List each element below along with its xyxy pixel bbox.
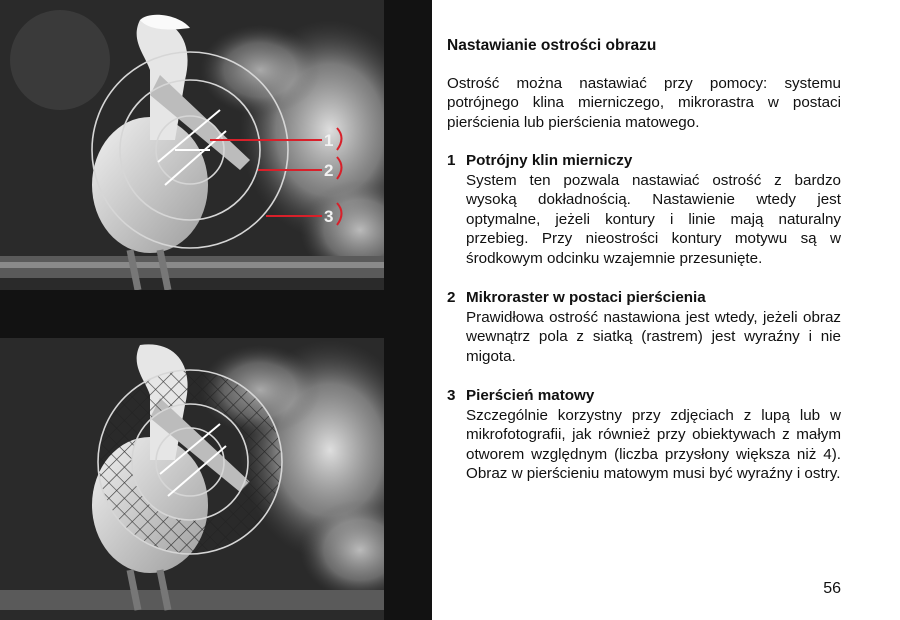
- section-microprism-ring: [447, 288, 841, 366]
- section-split-prism: [447, 151, 841, 268]
- section-title-text: Mikroraster w postaci pierścienia: [466, 289, 706, 306]
- section-number: 1: [447, 152, 456, 169]
- section-body: Prawidłowa ostrość nastawiona jest wtedy, jeżeli obraz wewnątrz pola z siatką (rastrem) jest wyraźny i nie migota.: [466, 308, 841, 365]
- section-matte-ring: [447, 386, 841, 484]
- intro-paragraph: Ostrość można nastawiać przy pomocy: systemu potrójnego klina mierniczego, mikrorastra w postaci pierścienia lub pierścienia matowego.: [447, 74, 841, 131]
- section-body: System ten pozwala nastawiać ostrość z bardzo wysoką dokładnością. Nastawienie wtedy jest optymalne, jeżeli kontury i linie mają naturalny przebieg. Przy nieostrości kontury motywu są w środkowym odcinku wzajemnie przesunięte.: [466, 171, 841, 267]
- section-number: 3: [447, 387, 456, 404]
- page-heading: Nastawianie ostrości obrazu: [447, 37, 657, 54]
- section-title-text: Pierścień matowy: [466, 387, 595, 404]
- top-photo: [0, 0, 420, 290]
- callout-1: 1: [324, 131, 334, 150]
- section-title: [447, 288, 841, 308]
- bottom-photo: [0, 338, 420, 620]
- section-title: [447, 151, 841, 171]
- text-column: [447, 36, 841, 504]
- section-number: 2: [447, 289, 456, 306]
- viewfinder-illustration-panel: [0, 0, 432, 620]
- section-body: Szczególnie korzystny przy zdjęciach z lupą lub w mikrofotografii, jak również przy obiektywach z małym otworem względnym (liczba przysłony większa niż 4). Obraz w pierścieniu matowym musi być wyraźny i ostry.: [466, 406, 841, 482]
- page-number: 56: [823, 580, 841, 597]
- viewfinder-illustration: [0, 0, 432, 620]
- callout-3: 3: [324, 207, 334, 226]
- callout-2: 2: [324, 161, 334, 180]
- section-title-text: Potrójny klin mierniczy: [466, 152, 633, 169]
- section-title: [447, 386, 841, 406]
